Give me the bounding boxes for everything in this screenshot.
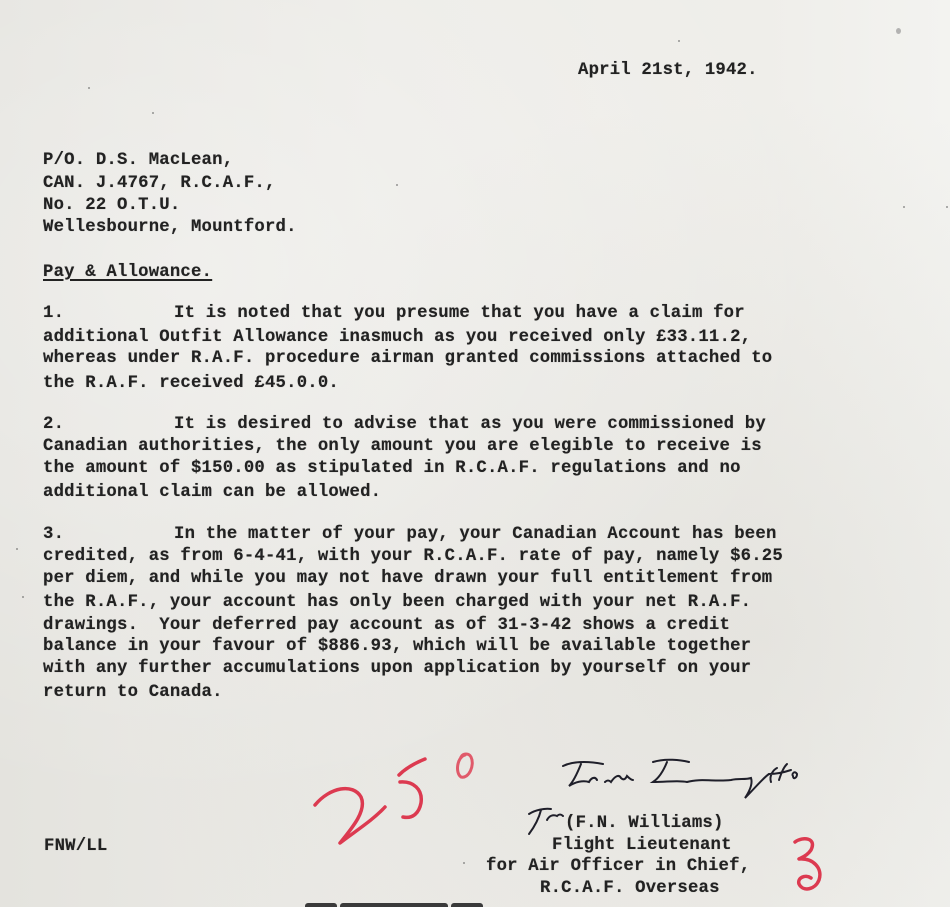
handwritten-250-annotation xyxy=(305,745,485,855)
reference-initials: FNW/LL xyxy=(44,837,108,856)
recipient-line-2: CAN. J.4767, R.C.A.F., xyxy=(43,174,276,193)
bottom-tab xyxy=(340,903,448,907)
letter-date: April 21st, 1942. xyxy=(578,61,758,80)
paragraph-1-line-2: additional Outfit Allowance inasmuch as you received only £33.11.2, xyxy=(43,328,752,347)
paper-speck xyxy=(88,87,90,89)
signatory-name: (F.N. Williams) xyxy=(565,814,724,833)
signatory-role: for Air Officer in Chief, xyxy=(486,857,751,876)
paper-speck xyxy=(896,28,901,34)
bottom-tab xyxy=(451,903,483,907)
paragraph-1-number: 1. xyxy=(43,304,65,323)
paragraph-3-line-6: balance in your favour of $886.93, which will be available together xyxy=(43,637,752,656)
signatory-unit: R.C.A.F. Overseas xyxy=(540,879,720,898)
subject-heading: Pay & Allowance. xyxy=(43,263,213,282)
bottom-tab xyxy=(305,903,337,907)
paragraph-3-line-5: drawings. Your deferred pay account as of 31-3-42 shows a credit xyxy=(43,616,731,635)
paragraph-1-line-1: It is noted that you presume that you have a claim for xyxy=(174,304,745,323)
per-procuration-mark xyxy=(525,802,567,836)
paragraph-2-line-2: Canadian authorities, the only amount you are elegible to receive is xyxy=(43,437,762,456)
paragraph-1-line-3: whereas under R.A.F. procedure airman granted commissions attached to xyxy=(43,349,773,368)
recipient-line-3: No. 22 O.T.U. xyxy=(43,196,181,215)
paragraph-1-line-4: the R.A.F. received £45.0.0. xyxy=(43,374,339,393)
paper-speck xyxy=(152,112,154,114)
paragraph-3-line-7: with any further accumulations upon application by yourself on your xyxy=(43,659,752,678)
recipient-line-4: Wellesbourne, Mountford. xyxy=(43,218,297,237)
paper-speck xyxy=(396,184,398,186)
paragraph-2-line-3: the amount of $150.00 as stipulated in R.C.A.F. regulations and no xyxy=(43,459,741,478)
paragraph-3-line-8: return to Canada. xyxy=(43,683,223,702)
bottom-edge-tabs xyxy=(305,903,483,907)
handwritten-signature xyxy=(555,752,805,812)
paragraph-3-line-3: per diem, and while you may not have drawn your full entitlement from xyxy=(43,569,773,588)
paragraph-2-number: 2. xyxy=(43,415,65,434)
paper-speck xyxy=(678,40,680,42)
paragraph-2-line-1: It is desired to advise that as you were commissioned by xyxy=(174,415,766,434)
paper-speck xyxy=(903,206,905,208)
paper-speck xyxy=(22,596,24,598)
paragraph-3-number: 3. xyxy=(43,525,65,544)
paragraph-3-line-4: the R.A.F., your account has only been charged with your net R.A.F. xyxy=(43,593,752,612)
paragraph-2-line-4: additional claim can be allowed. xyxy=(43,483,382,502)
handwritten-page-number-3 xyxy=(785,832,835,897)
signatory-rank: Flight Lieutenant xyxy=(552,836,732,855)
paragraph-3-line-2: credited, as from 6-4-41, with your R.C.A.F. rate of pay, namely $6.25 xyxy=(43,547,783,566)
paper-speck xyxy=(946,206,948,208)
paragraph-3-line-1: In the matter of your pay, your Canadian Account has been xyxy=(174,525,777,544)
paper-speck xyxy=(463,862,465,864)
recipient-line-1: P/O. D.S. MacLean, xyxy=(43,151,234,170)
paper-speck xyxy=(16,548,18,550)
